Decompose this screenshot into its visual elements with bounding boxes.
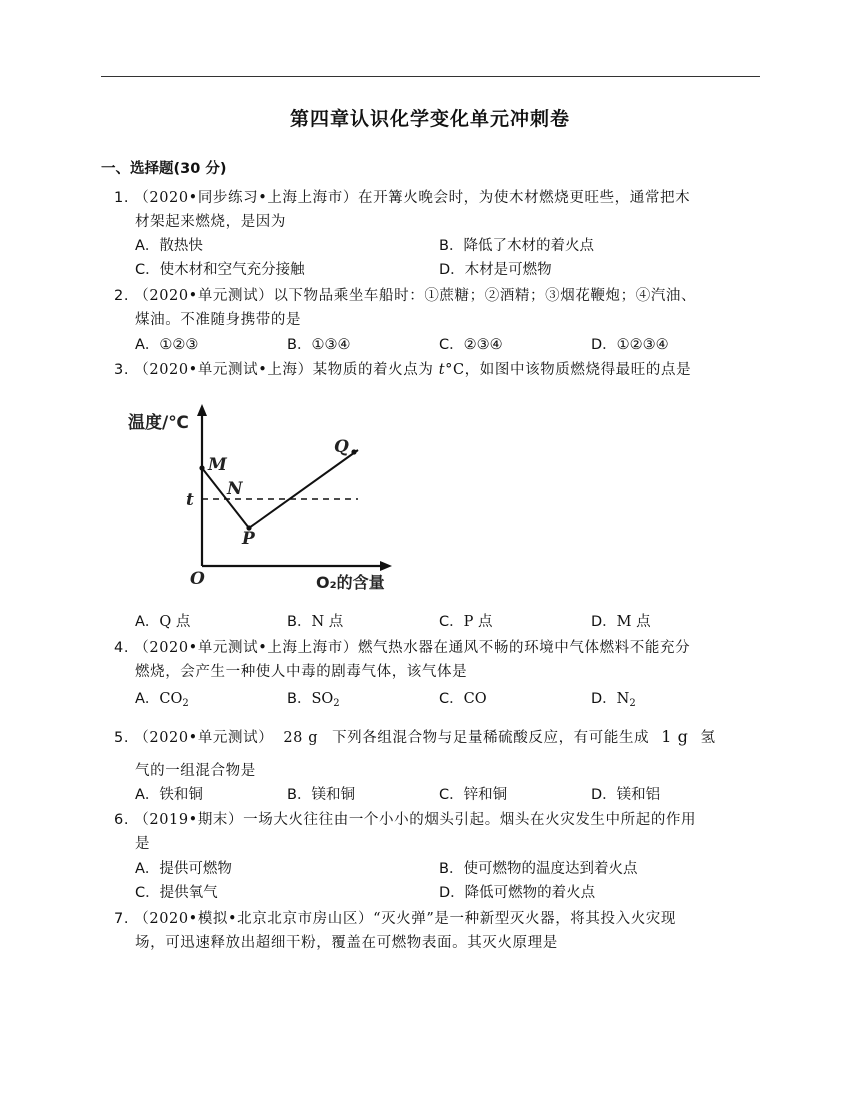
option-a[interactable]: A．$CO_2$ xyxy=(135,691,189,709)
label-q: Q xyxy=(334,437,349,457)
page-title: 第四章认识化学变化单元冲刺卷 xyxy=(289,108,570,130)
label-m: M xyxy=(208,455,227,475)
option-d[interactable]: D．①②③④ xyxy=(591,337,669,353)
option-d[interactable]: D．降低可燃物的着火点 xyxy=(439,885,596,901)
option-c[interactable]: C．使木材和空气充分接触 xyxy=(135,262,305,278)
y-axis-arrow xyxy=(197,404,207,416)
question-6-line-1: 6. （2019•期末）一场大火往往由一个小小的烟头引起。烟头在火灾发生中所起的作用 xyxy=(114,812,697,828)
option-d[interactable]: D．M 点 xyxy=(591,614,651,630)
question-2-line-1: 2. （2020•单元测试）以下物品乘坐车船时：①蔗糖；②酒精；③烟花鞭炮；④汽油、 xyxy=(114,288,697,304)
option-d[interactable]: D．$N_2$ xyxy=(591,691,636,709)
y-axis-label: 温度/℃ xyxy=(128,413,189,433)
variable-t: t xyxy=(438,362,446,378)
option-a[interactable]: A．提供可燃物 xyxy=(135,861,232,877)
question-number: 1. xyxy=(114,190,130,206)
option-b[interactable]: B．①③④ xyxy=(287,337,351,353)
question-1-line-2: 材架起来燃烧，是因为 xyxy=(135,214,286,230)
question-7-line-1: 7. （2020•模拟•北京北京市房山区）“灭火弹”是一种新型灭火器，将其投入火灾现 xyxy=(114,911,676,927)
question-number: 7. xyxy=(114,911,130,927)
option-a[interactable]: A．散热快 xyxy=(135,238,203,254)
option-c[interactable]: C．CO xyxy=(439,691,487,707)
option-b[interactable]: B．镁和铜 xyxy=(287,787,355,803)
option-d[interactable]: D．镁和铝 xyxy=(591,787,661,803)
option-c[interactable]: C．P 点 xyxy=(439,614,493,630)
question-7-line-2: 场，可迅速释放出超细干粉，覆盖在可燃物表面。其灭火原理是 xyxy=(135,935,558,951)
section-heading: 一、选择题(30 分) xyxy=(101,161,227,177)
t-label: t xyxy=(186,490,194,510)
question-5-line-2: 气的一组混合物是 xyxy=(135,763,256,779)
question-number: 4. xyxy=(114,640,130,656)
option-b[interactable]: B．N 点 xyxy=(287,614,344,630)
question-5-line-1: 5. （2020•单元测试） 28 g 下列各组混合物与足量稀硫酸反应，有可能生成 1 g 氢 xyxy=(114,727,716,746)
x-axis-label: O₂的含量 xyxy=(316,573,385,592)
header-rule xyxy=(101,76,760,77)
question-1-line-1: 1. （2020•同步练习•上海上海市）在开篝火晚会时，为使木材燃烧更旺些，通常把木 xyxy=(114,190,691,206)
label-p: P xyxy=(242,529,255,549)
question-number: 2. xyxy=(114,288,130,304)
option-b[interactable]: B．$SO_2$ xyxy=(287,691,340,709)
question-number: 6. xyxy=(114,812,130,828)
mass-28g: 28 g xyxy=(283,730,319,746)
option-a[interactable]: A．①②③ xyxy=(135,337,199,353)
question-4-line-1: 4. （2020•单元测试•上海上海市）燃气热水器在通风不畅的环境中气体燃料不能充分 xyxy=(114,640,691,656)
option-b[interactable]: B．使可燃物的温度达到着火点 xyxy=(439,861,638,877)
x-axis-arrow xyxy=(380,561,392,571)
question-number: 3. xyxy=(114,362,130,378)
question-3-line-1: 3. （2020•单元测试•上海）某物质的着火点为 t°C，如图中该物质燃烧得最旺的点是 xyxy=(114,362,692,378)
option-a[interactable]: A．Q 点 xyxy=(135,614,191,630)
option-c[interactable]: C．②③④ xyxy=(439,337,503,353)
option-c[interactable]: C．锌和铜 xyxy=(439,787,508,803)
question-number: 5. xyxy=(114,730,130,746)
option-b[interactable]: B．降低了木材的着火点 xyxy=(439,238,594,254)
option-a[interactable]: A．铁和铜 xyxy=(135,787,203,803)
option-d[interactable]: D．木材是可燃物 xyxy=(439,262,552,278)
point-q xyxy=(351,449,356,454)
origin-label: O xyxy=(190,569,205,589)
question-4-line-2: 燃烧，会产生一种使人中毒的剧毒气体，该气体是 xyxy=(135,664,468,680)
mass-1g: 1 g xyxy=(661,727,689,746)
option-c[interactable]: C．提供氧气 xyxy=(135,885,218,901)
question-2-line-2: 煤油。不准随身携带的是 xyxy=(135,312,302,328)
point-m xyxy=(199,465,204,470)
label-n: N xyxy=(227,479,243,499)
question-6-line-2: 是 xyxy=(135,836,151,852)
temperature-oxygen-figure xyxy=(126,400,406,605)
